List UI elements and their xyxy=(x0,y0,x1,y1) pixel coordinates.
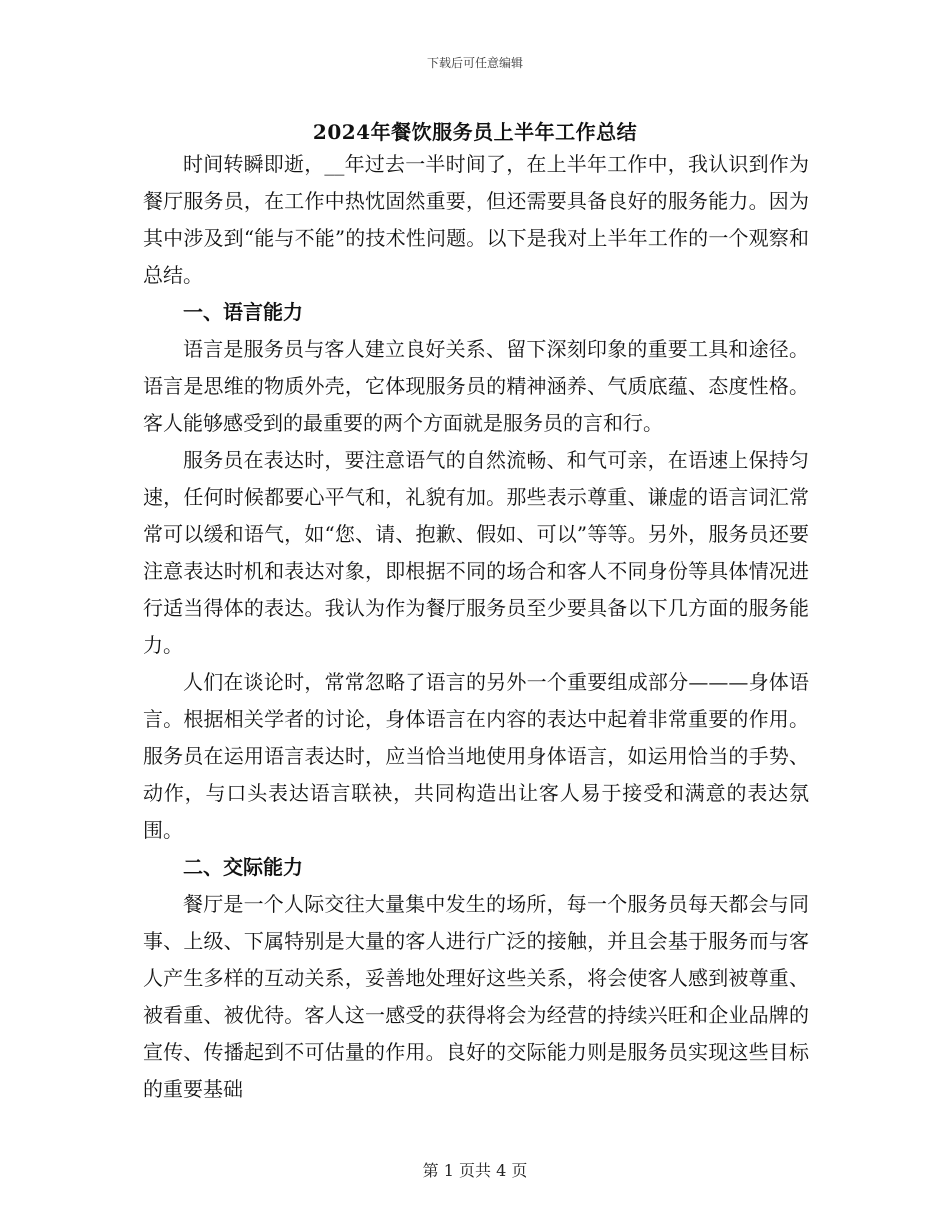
paragraph: 人们在谈论时，常常忽略了语言的另外一个重要组成部分———身体语言。根据相关学者的讨论，身体语言在内容的表达中起着非常重要的作用。服务员在运用语言表达时，应当恰当地使用身体语言，如运用恰当的手势、动作，与口头表达语言联袂，共同构造出让客人易于接受和满意的表达氛围。 xyxy=(143,670,809,842)
paragraph: 语言是服务员与客人建立良好关系、留下深刻印象的重要工具和途径。语言是思维的物质外壳，它体现服务员的精神涵养、气质底蕴、态度性格。客人能够感受到的最重要的两个方面就是服务员的言和行。 xyxy=(143,337,809,435)
document-title: 2024年餐饮服务员上半年工作总结 xyxy=(312,120,638,144)
page-header-note: 下载后可任意编辑 xyxy=(426,56,523,70)
paragraph: 服务员在表达时，要注意语气的自然流畅、和气可亲，在语速上保持匀速，任何时候都要心平气和，礼貌有加。那些表示尊重、谦虚的语言词汇常常可以缓和语气，如“您、请、抱歉、假如、可以”等等。另外，服务员还要注意表达时机和表达对象，即根据不同的场合和客人不同身份等具体情况进行适当得体的表达。我认为作为餐厅服务员至少要具备以下几方面的服务能力。 xyxy=(143,448,809,657)
section-heading-language: 一、语言能力 xyxy=(183,300,303,324)
document-body xyxy=(143,146,809,1108)
paragraph: 餐厅是一个人际交往大量集中发生的场所，每一个服务员每天都会与同事、上级、下属特别是大量的客人进行广泛的接触，并且会基于服务而与客人产生多样的互动关系，妥善地处理好这些关系，将会使客人感到被尊重、被看重、被优待。客人这一感受的获得将会为经营的持续兴旺和企业品牌的宣传、传播起到不可估量的作用。良好的交际能力则是服务员实现这些目标的重要基础 xyxy=(143,892,809,1101)
page-number: 第 1 页共 4 页 xyxy=(422,1161,528,1180)
section-heading-communication: 二、交际能力 xyxy=(183,855,303,879)
intro-paragraph: 时间转瞬即逝，__年过去一半时间了，在上半年工作中，我认识到作为餐厅服务员，在工作中热忱固然重要，但还需要具备良好的服务能力。因为其中涉及到“能与不能”的技术性问题。以下是我对上半年工作的一个观察和总结。 xyxy=(143,152,809,287)
